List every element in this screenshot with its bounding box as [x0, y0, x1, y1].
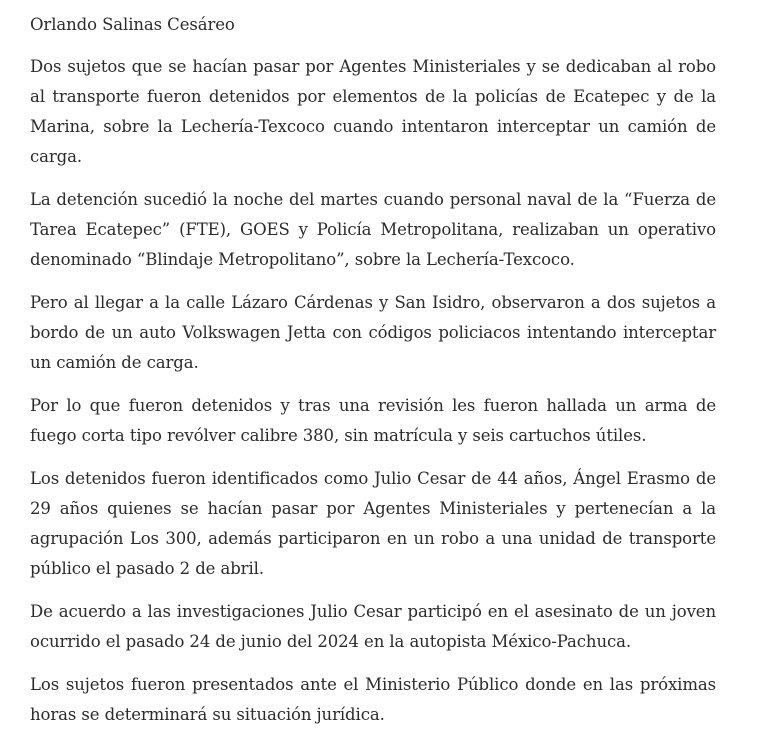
- author-byline: Orlando Salinas Cesáreo: [30, 15, 235, 34]
- article-paragraph-5: Los detenidos fueron identificados como Julio Cesar de 44 años, Ángel Erasmo de 29 años quienes se hacían pasar por Agentes Ministeriales y pertenecían a la agrupación Los 300, además participaron en un robo a una unidad de transporte público el pasado 2 de abril.: [30, 469, 716, 578]
- article-paragraph-6: De acuerdo a las investigaciones Julio Cesar participó en el asesinato de un joven ocurrido el pasado 24 de junio del 2024 en la autopista México-Pachuca.: [30, 602, 716, 651]
- article-paragraph-1: Dos sujetos que se hacían pasar por Agentes Ministeriales y se dedicaban al robo al transporte fueron detenidos por elementos de la policías de Ecatepec y de la Marina, sobre la Lechería-Texcoco cuando intentaron interceptar un camión de carga.: [30, 57, 716, 166]
- article-paragraph-7: Los sujetos fueron presentados ante el Ministerio Público donde en las próximas horas se determinará su situación jurídica.: [30, 675, 716, 724]
- news-article: [30, 10, 716, 743]
- article-paragraph-3: Pero al llegar a la calle Lázaro Cárdenas y San Isidro, observaron a dos sujetos a bordo de un auto Volkswagen Jetta con códigos policiacos intentando interceptar un camión de carga.: [30, 293, 716, 372]
- article-paragraph-4: Por lo que fueron detenidos y tras una revisión les fueron hallada un arma de fuego corta tipo revólver calibre 380, sin matrícula y seis cartuchos útiles.: [30, 396, 716, 445]
- article-paragraph-2: La detención sucedió la noche del martes cuando personal naval de la “Fuerza de Tarea Ecatepec” (FTE), GOES y Policía Metropolitana, realizaban un operativo denominado “Blindaje Metropolitano”, sobre la Lechería-Texcoco.: [30, 190, 716, 269]
